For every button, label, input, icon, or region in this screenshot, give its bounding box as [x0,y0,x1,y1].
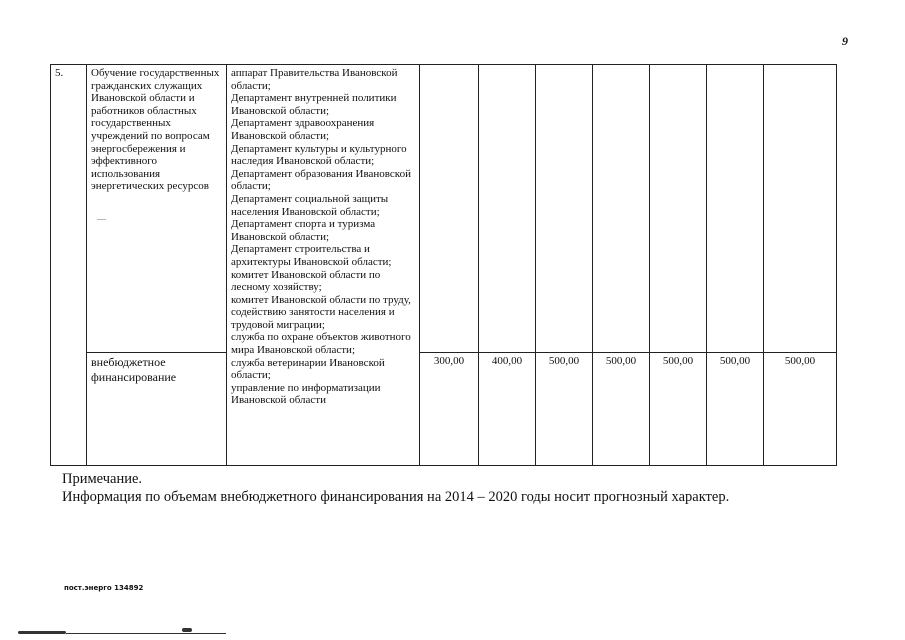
document-code: пост.энерго 134892 [64,584,144,592]
row-number-cell [51,65,87,466]
executors-cell [227,65,420,466]
empty-cell [650,65,707,353]
executor-item: Департамент культуры и культурного наследия Ивановской области; [231,142,407,168]
executor-item: Департамент спорта и туризма Ивановской области; [231,218,376,243]
scan-artifact-dot [182,628,192,632]
funding-label-cell [87,353,227,466]
funding-value-2017: 500,00 [593,353,650,466]
executor-item: Департамент здравоохранения Ивановской области; [231,117,375,142]
empty-cell [593,65,650,353]
empty-cell [420,65,479,353]
funding-value-2020: 500,00 [764,353,837,466]
executor-item: Департамент социальной защиты населения Ивановской области; [231,192,389,218]
dash-mark: — [97,213,106,224]
executor-item: комитет Ивановской области по труду, содействию занятости населения и трудовой миграции; [231,293,411,331]
funding-label: внебюджетное финансирование [91,355,177,384]
empty-cell [707,65,764,353]
empty-cell [764,65,837,353]
empty-cell [479,65,536,353]
executor-item: Департамент строительства и архитектуры Ивановской области; [231,243,392,268]
funding-value-2019: 500,00 [707,353,764,466]
funding-value-2014: 300,00 [420,353,479,466]
event-name: Обучение государственных гражданских служащих Ивановской области и работников областных государственных учреждений по вопросам энергосбережения и эффективного использования энергетических ресурсов [91,67,220,193]
scan-artifact-line [18,631,66,634]
funding-value-2015: 400,00 [479,353,536,466]
empty-cell [536,65,593,353]
program-table [50,64,837,466]
note-text: Информация по объемам внебюджетного финансирования на 2014 – 2020 годы носит прогнозный характер. [62,489,730,505]
executor-item: комитет Ивановской области по лесному хозяйству; [231,268,381,294]
page-number: 9 [842,34,848,48]
note-title: Примечание. [62,471,143,487]
funding-value-2018: 500,00 [650,353,707,466]
row-number: 5. [55,67,64,79]
event-name-cell [87,65,227,353]
executor-item: Департамент внутренней политики Ивановской области; [231,92,397,117]
funding-value-2016: 500,00 [536,353,593,466]
executor-item: служба ветеринарии Ивановской области; [231,356,385,382]
executor-item: Департамент образования Ивановской области; [231,167,411,193]
executor-item: аппарат Правительства Ивановской области; [231,67,398,92]
executor-item: управление по информатизации Ивановской области [231,381,381,407]
table-row-funding [51,353,837,466]
scan-artifact-line [66,633,226,634]
table-row-event [51,65,837,353]
executor-item: служба по охране объектов животного мира Ивановской области; [231,331,411,357]
